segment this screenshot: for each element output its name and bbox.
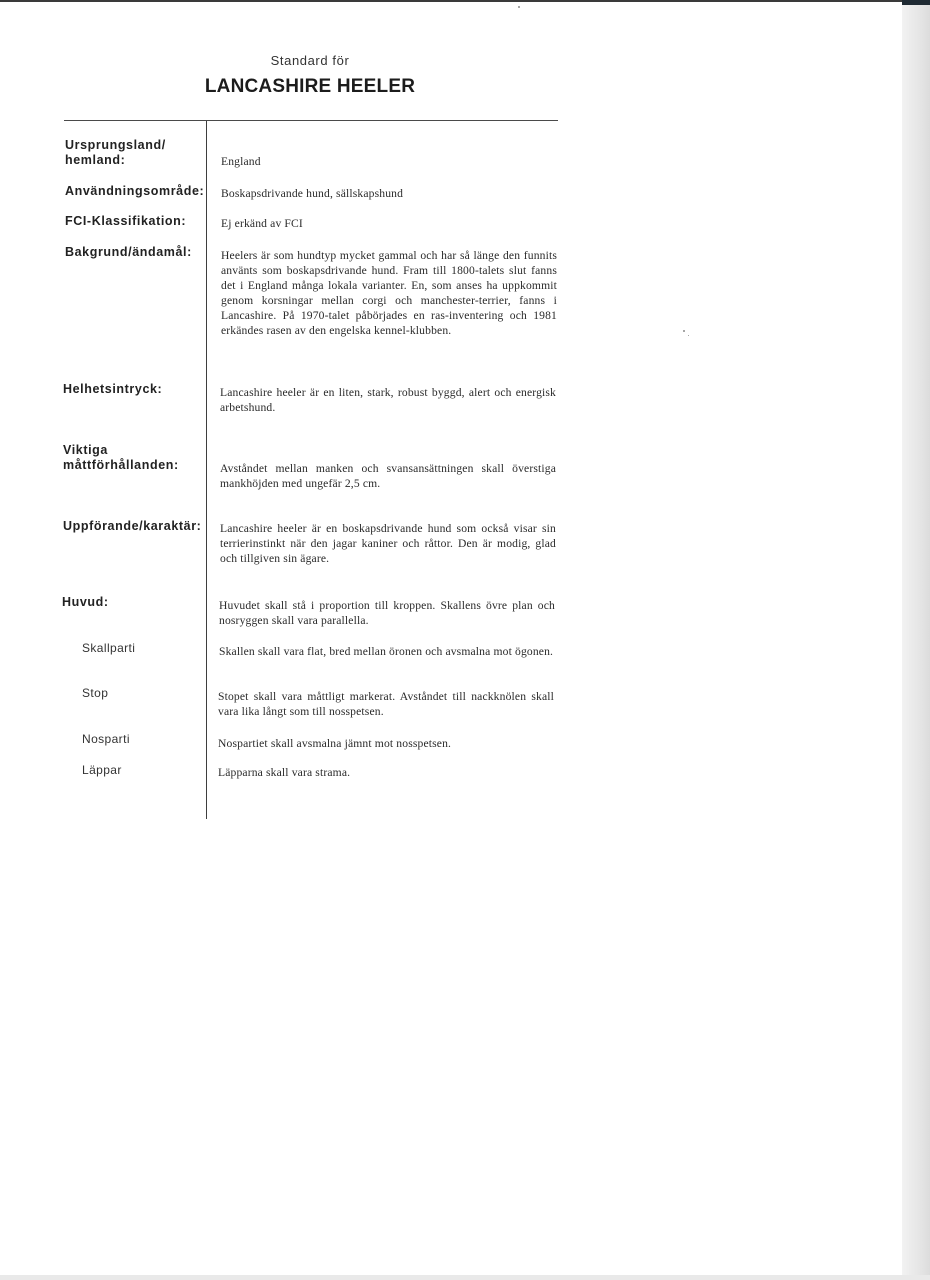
behavior-label: Uppförande/karaktär: [63, 519, 202, 533]
head-label: Huvud: [62, 595, 109, 609]
origin-label: Ursprungsland/ hemland: [65, 138, 166, 167]
background-value: Heelers är som hundtyp mycket gammal och har så länge den funnits använts som boskapsdrivande hund. Fram till 1800-talets slut fanns det i England många lokala varianter. En, som anses ha uppkommit genom korsningar mellan corgi och manchester-terrier, fanns i Lancashire. På 1970-talet påbörjades en ras-inventering och 1981 erkändes rasen av den engelska kennel-klubben. [221, 249, 557, 337]
document-subtitle: Standard för [270, 53, 350, 68]
scan-speck [518, 6, 520, 8]
use-value: Boskapsdrivande hund, sällskapshund [221, 187, 404, 200]
document-title: LANCASHIRE HEELER [204, 76, 416, 97]
fci-value: Ej erkänd av FCI [221, 217, 303, 230]
origin-value: England [221, 155, 261, 168]
scan-bottom-edge [0, 1275, 930, 1280]
muzzle-value: Nospartiet skall avsmalna jämnt mot nosspetsen. [218, 737, 452, 750]
skull-value: Skallen skall vara flat, bred mellan öronen och avsmalna mot ögonen. [219, 645, 554, 658]
lips-value: Läpparna skall vara strama. [218, 766, 351, 779]
general-appearance-label: Helhetsintryck: [63, 382, 163, 396]
general-appearance-value: Lancashire heeler är en liten, stark, robust byggd, alert och energisk arbetshund. [220, 386, 556, 414]
scan-right-gutter [902, 0, 930, 1280]
fci-label: FCI-Klassifikation: [65, 214, 187, 228]
head-value: Huvudet skall stå i proportion till kroppen. Skallens övre plan och nosryggen skall vara parallella. [219, 599, 555, 627]
proportions-label: Viktiga måttförhållanden: [63, 443, 179, 472]
muzzle-label: Nosparti [82, 732, 130, 746]
behavior-value: Lancashire heeler är en boskapsdrivande hund som också visar sin terrierinstinkt när den jagar kaniner och råttor. Den är modig, glad och tillgiven sin ägare. [220, 522, 556, 565]
scan-speck [683, 330, 685, 332]
column-divider [206, 121, 207, 819]
use-label: Användningsområde: [65, 184, 205, 198]
stop-value: Stopet skall vara måttligt markerat. Avståndet till nackknölen skall vara lika långt som till nosspetsen. [218, 690, 554, 718]
stop-label: Stop [82, 686, 109, 700]
scan-corner-mark [902, 0, 930, 5]
header-rule [64, 120, 558, 121]
skull-label: Skallparti [82, 641, 136, 655]
background-label: Bakgrund/ändamål: [65, 245, 192, 259]
scan-top-edge [0, 0, 902, 2]
lips-label: Läppar [82, 763, 122, 777]
scan-speck [688, 335, 689, 336]
proportions-value: Avståndet mellan manken och svansansättningen skall överstiga mankhöjden med ungefär 2,5 cm. [220, 462, 556, 490]
